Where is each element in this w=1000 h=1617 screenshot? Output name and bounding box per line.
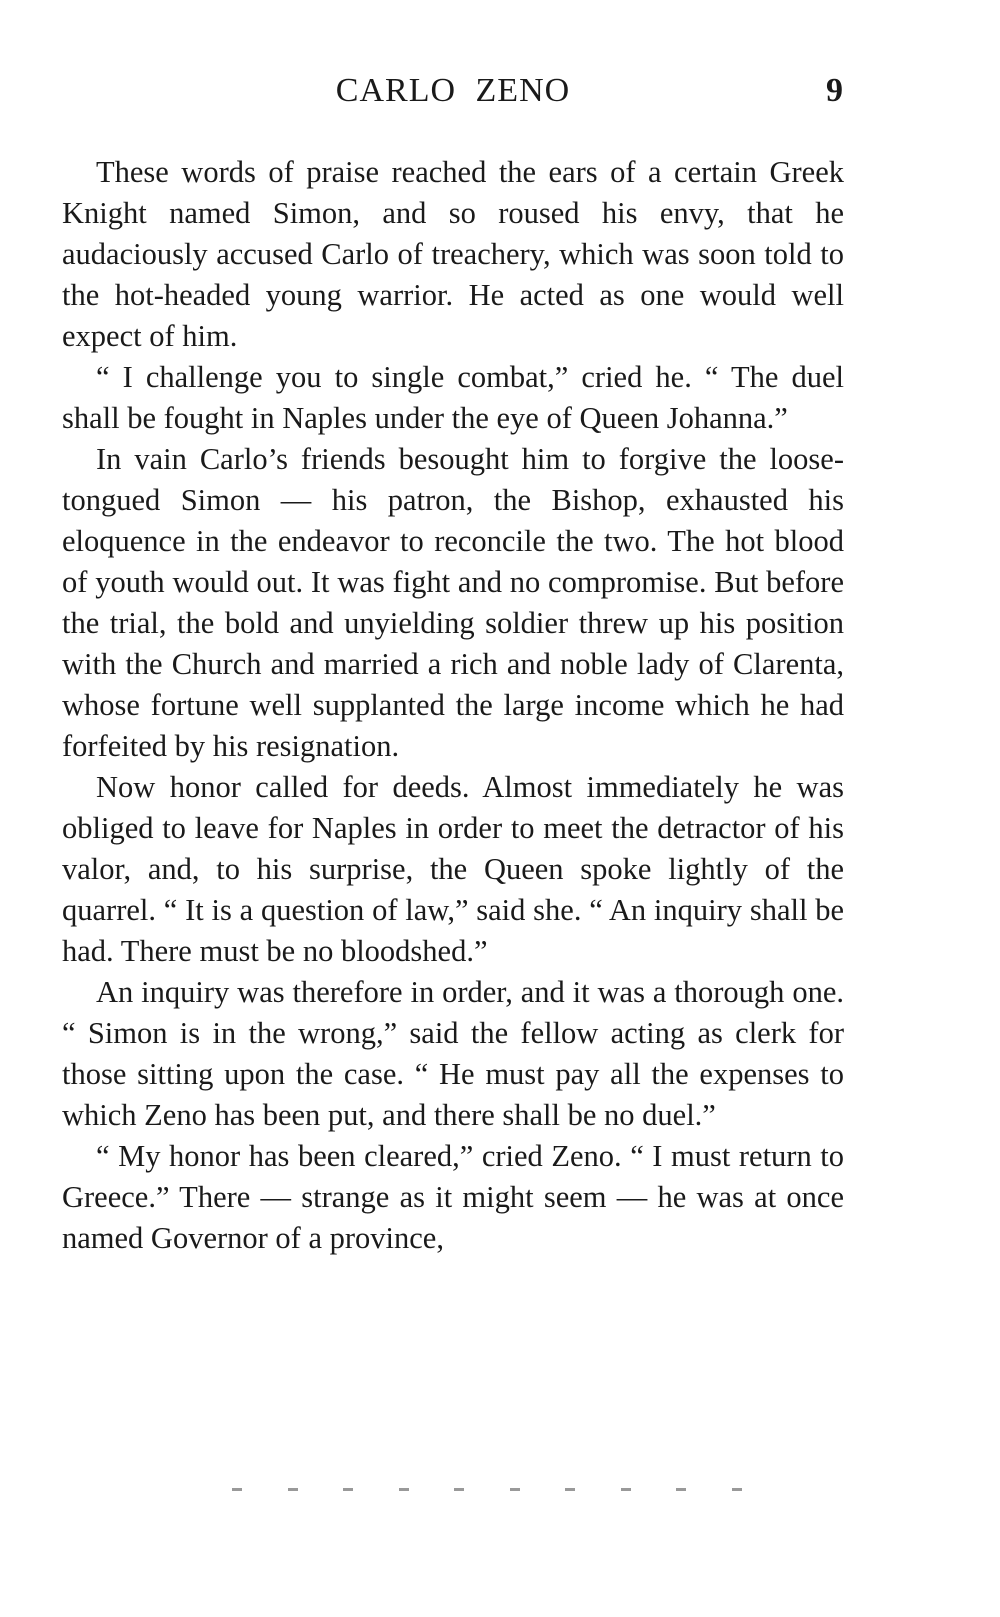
dash-mark [621,1488,631,1491]
paragraph-5: An inquiry was therefore in order, and it was a thorough one. “ Simon is in the wrong,” said the fellow acting as clerk for those sitting upon the case. “ He must pay all the expenses to which Zeno has been put, and there shall be no duel.” [62,975,844,1132]
paragraph-4: Now honor called for deeds. Almost immediately he was obliged to leave for Naples in order to meet the detractor of his valor, and, to his surprise, the Queen spoke lightly of the quarrel. “ It is a question of law,” said she. “ An inquiry shall be had. There must be no bloodshed.” [62,770,844,968]
dash-mark [288,1488,298,1491]
paragraph-3: In vain Carlo’s friends besought him to forgive the loose-tongued Simon — his patron, the Bishop, exhausted his eloquence in the endeavor to reconcile the two. The hot blood of youth would out. It was fight and no compromise. But before the trial, the bold and unyielding soldier threw up his position with the Church and married a rich and noble lady of Clarenta, whose fortune well supplanted the large income which he had forfeited by his resignation. [62,442,844,763]
dash-mark [343,1488,353,1491]
paragraph-1: These words of praise reached the ears of a certain Greek Knight named Simon, and so roused his envy, that he audaciously accused Carlo of treachery, which was soon told to the hot-headed young warrior. He acted as one would well expect of him. [62,155,844,353]
bottom-catchline-marks [232,1488,742,1492]
dash-mark [565,1488,575,1491]
dash-mark [732,1488,742,1491]
book-page [62,60,844,1259]
dash-mark [399,1488,409,1491]
paragraph-2: “ I challenge you to single combat,” cried he. “ The duel shall be fought in Naples under the eye of Queen Johanna.” [62,360,844,435]
body-text [62,152,844,1259]
dash-mark [676,1488,686,1491]
dash-mark [510,1488,520,1491]
paragraph-6: “ My honor has been cleared,” cried Zeno. “ I must return to Greece.” There — strange as it might seem — he was at once named Governor of a province, [62,1139,844,1255]
dash-mark [232,1488,242,1491]
running-head [62,60,844,120]
page-number: 9 [826,72,844,109]
running-title: CARLO ZENO [335,72,571,109]
dash-mark [454,1488,464,1491]
